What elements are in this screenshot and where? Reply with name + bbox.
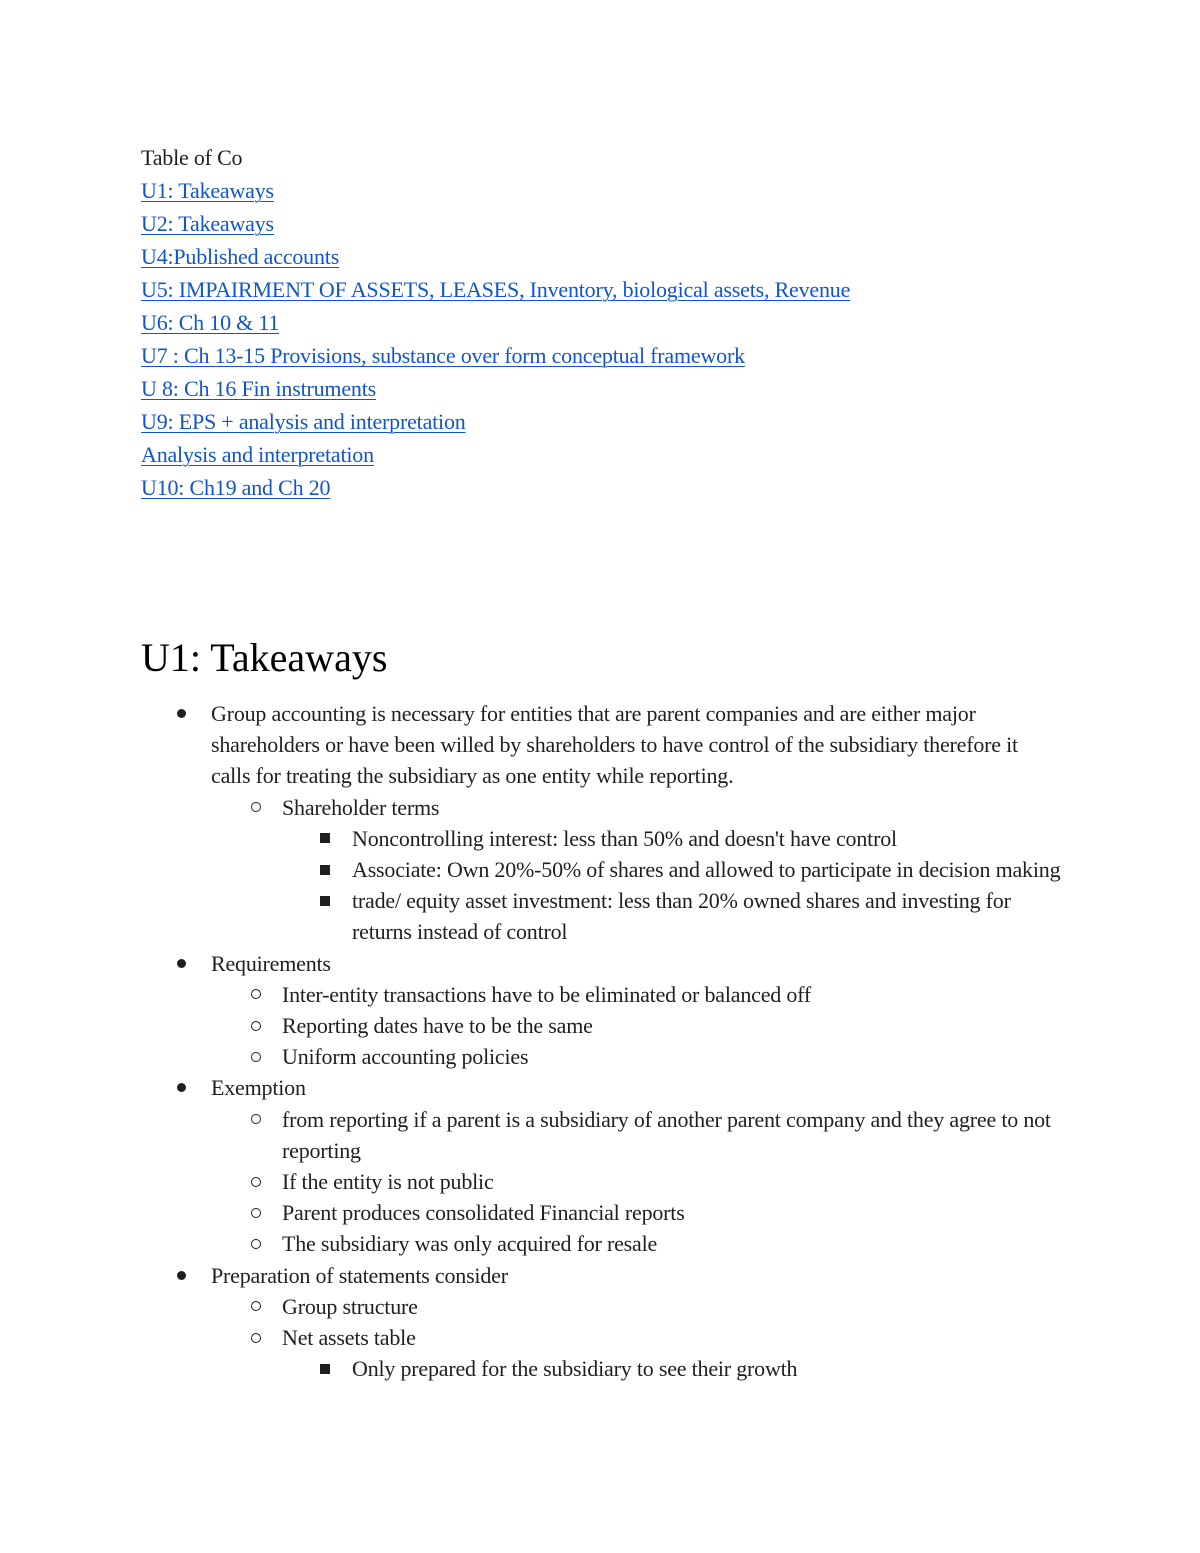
hollow-circle-bullet-icon <box>246 1197 266 1228</box>
hollow-circle-bullet-icon <box>246 1010 266 1041</box>
hollow-circle-bullet-icon <box>246 1041 266 1072</box>
filled-square-bullet-icon <box>315 823 335 854</box>
toc-title: Table of Co <box>141 145 243 170</box>
toc-link-u10[interactable]: U10: Ch19 and Ch 20 <box>141 475 331 500</box>
list-item-text: Noncontrolling interest: less than 50% and doesn't have control <box>352 825 897 851</box>
list-item-text: Only prepared for the subsidiary to see their growth <box>352 1356 798 1382</box>
table-of-contents <box>141 141 850 504</box>
list-item <box>282 792 1062 823</box>
list-item-text: Shareholder terms <box>282 794 440 820</box>
list-item <box>211 1072 1061 1103</box>
list-item <box>211 948 1061 979</box>
filled-circle-bullet-icon <box>171 1072 191 1103</box>
section-heading: U1: Takeaways <box>141 635 388 680</box>
list-item-text: trade/ equity asset investment: less than 20% owned shares and investing for returns instead of control <box>352 888 1011 945</box>
bullet-list <box>0 698 1200 1384</box>
filled-square-bullet-icon <box>315 885 335 916</box>
filled-circle-bullet-icon <box>171 1260 191 1291</box>
list-item <box>282 1291 1062 1322</box>
list-item-text: Net assets table <box>282 1325 416 1351</box>
hollow-circle-bullet-icon <box>246 1291 266 1322</box>
list-item-text: Uniform accounting policies <box>282 1044 529 1070</box>
toc-link-u6[interactable]: U6: Ch 10 & 11 <box>141 310 280 335</box>
list-item <box>352 885 1062 947</box>
list-item <box>352 1353 1062 1384</box>
list-item-text: from reporting if a parent is a subsidiary of another parent company and they agree to not reporting <box>282 1106 1051 1163</box>
list-item <box>282 1228 1062 1259</box>
toc-link-u1[interactable]: U1: Takeaways <box>141 178 274 203</box>
list-item <box>211 698 1061 792</box>
list-item-text: The subsidiary was only acquired for resale <box>282 1231 658 1257</box>
list-item-text: Exemption <box>211 1075 306 1101</box>
list-item <box>282 979 1062 1010</box>
hollow-circle-bullet-icon <box>246 1228 266 1259</box>
list-item <box>352 854 1062 885</box>
toc-link-u7[interactable]: U7 : Ch 13-15 Provisions, substance over form conceptual framework <box>141 343 745 368</box>
toc-link-u2[interactable]: U2: Takeaways <box>141 211 274 236</box>
list-item <box>282 1010 1062 1041</box>
toc-link-u5[interactable]: U5: IMPAIRMENT OF ASSETS, LEASES, Inventory, biological assets, Revenue <box>141 277 851 302</box>
list-item <box>211 1260 1061 1291</box>
filled-square-bullet-icon <box>315 854 335 885</box>
hollow-circle-bullet-icon <box>246 1322 266 1353</box>
list-item-text: Associate: Own 20%-50% of shares and allowed to participate in decision making <box>352 857 1061 883</box>
list-item <box>282 1104 1062 1166</box>
list-item-text: Group accounting is necessary for entities that are parent companies and are either major shareholders or have been willed by shareholders to have control of the subsidiary therefore it calls for treating the subsidiary as one entity while reporting. <box>211 701 1018 789</box>
filled-square-bullet-icon <box>315 1353 335 1384</box>
list-item-text: Reporting dates have to be the same <box>282 1013 593 1039</box>
list-item <box>282 1166 1062 1197</box>
list-item <box>352 823 1062 854</box>
toc-link-u9[interactable]: U9: EPS + analysis and interpretation <box>141 409 466 434</box>
filled-circle-bullet-icon <box>171 698 191 729</box>
list-item <box>282 1322 1062 1353</box>
toc-link-analysis[interactable]: Analysis and interpretation <box>141 442 374 467</box>
list-item <box>282 1041 1062 1072</box>
hollow-circle-bullet-icon <box>246 1166 266 1197</box>
filled-circle-bullet-icon <box>171 948 191 979</box>
list-item-text: Inter-entity transactions have to be eliminated or balanced off <box>282 981 812 1007</box>
hollow-circle-bullet-icon <box>246 792 266 823</box>
toc-link-u8[interactable]: U 8: Ch 16 Fin instruments <box>141 376 376 401</box>
toc-link-u4[interactable]: U4:Published accounts <box>141 244 340 269</box>
list-item-text: Parent produces consolidated Financial reports <box>282 1200 685 1226</box>
list-item-text: Group structure <box>282 1293 418 1319</box>
list-item-text: If the entity is not public <box>282 1169 494 1195</box>
list-item <box>282 1197 1062 1228</box>
hollow-circle-bullet-icon <box>246 1104 266 1135</box>
list-item-text: Requirements <box>211 950 331 976</box>
list-item-text: Preparation of statements consider <box>211 1262 508 1288</box>
hollow-circle-bullet-icon <box>246 979 266 1010</box>
